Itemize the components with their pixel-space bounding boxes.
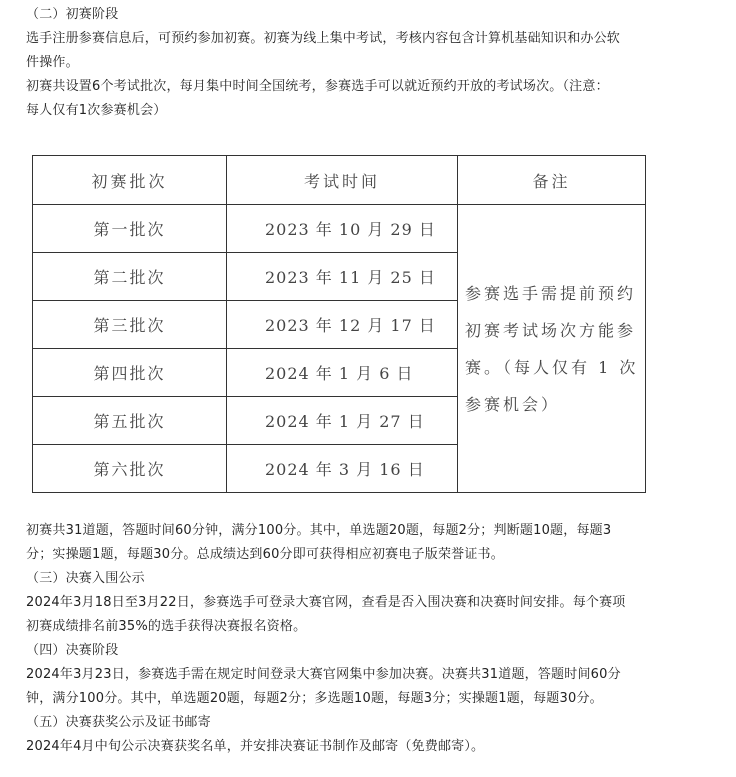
paragraph-line: 2024年4月中旬公示决赛获奖名单，并安排决赛证书制作及邮寄（免费邮寄）。 — [26, 739, 485, 754]
paragraph-line: 初赛共设置6个考试批次，每月集中时间全国统考，参赛选手可以就近预约开放的考试场次。（注意： — [26, 79, 609, 94]
note-cell — [458, 205, 646, 493]
batch-cell: 第二批次 — [33, 253, 227, 301]
date-cell: 2023 年 12 月 17 日 — [227, 301, 458, 349]
section-rest — [26, 519, 666, 759]
date-cell: 2023 年 11 月 25 日 — [227, 253, 458, 301]
paragraph-line: 分；实操题1题，每题30分。总成绩达到60分即可获得相应初赛电子版荣誉证书。 — [26, 547, 504, 562]
header-note: 备注 — [458, 156, 646, 205]
section-heading: （三）决赛入围公示 — [26, 571, 145, 586]
header-batch: 初赛批次 — [33, 156, 227, 205]
paragraph-line: 2024年3月23日，参赛选手需在规定时间登录大赛官网集中参加决赛。决赛共31道题，答题时间60分 — [26, 667, 621, 682]
paragraph-line: 件操作。 — [26, 55, 79, 70]
note-line: 赛。（每人仅有 1 次 — [465, 357, 639, 377]
paragraph-line: 每人仅有1次参赛机会） — [26, 103, 167, 118]
batch-cell: 第五批次 — [33, 397, 227, 445]
date-cell: 2024 年 1 月 6 日 — [227, 349, 458, 397]
note-line: 参赛选手需提前预约 — [465, 283, 637, 303]
batch-cell: 第四批次 — [33, 349, 227, 397]
paragraph-line: 初赛成绩排名前35%的选手获得决赛报名资格。 — [26, 619, 307, 634]
note-line: 参赛机会） — [465, 394, 561, 414]
exam-batch-table — [32, 155, 646, 493]
date-cell: 2023 年 10 月 29 日 — [227, 205, 458, 253]
section-heading: （四）决赛阶段 — [26, 643, 119, 658]
paragraph-line: 2024年3月18日至3月22日，参赛选手可登录大赛官网，查看是否入围决赛和决赛时间安排。每个赛项 — [26, 595, 626, 610]
section-preliminary — [26, 3, 666, 123]
section-heading: （二）初赛阶段 — [26, 7, 119, 22]
date-cell: 2024 年 1 月 27 日 — [227, 397, 458, 445]
paragraph-line: 钟，满分100分。其中，单选题20题，每题2分；多选题10题，每题3分；实操题1题，每题30分。 — [26, 691, 603, 706]
section-heading: （五）决赛获奖公示及证书邮寄 — [26, 715, 211, 730]
batch-cell: 第一批次 — [33, 205, 227, 253]
paragraph-line: 初赛共31道题，答题时间60分钟，满分100分。其中，单选题20题，每题2分；判断题10题，每题3 — [26, 523, 612, 538]
header-date: 考试时间 — [227, 156, 458, 205]
batch-cell: 第六批次 — [33, 445, 227, 493]
batch-cell: 第三批次 — [33, 301, 227, 349]
date-cell: 2024 年 3 月 16 日 — [227, 445, 458, 493]
paragraph-line: 选手注册参赛信息后，可预约参加初赛。初赛为线上集中考试，考核内容包含计算机基础知识和办公软 — [26, 31, 621, 46]
note-line: 初赛考试场次方能参 — [465, 320, 637, 340]
table-row — [33, 205, 646, 253]
table-header-row — [33, 156, 646, 205]
